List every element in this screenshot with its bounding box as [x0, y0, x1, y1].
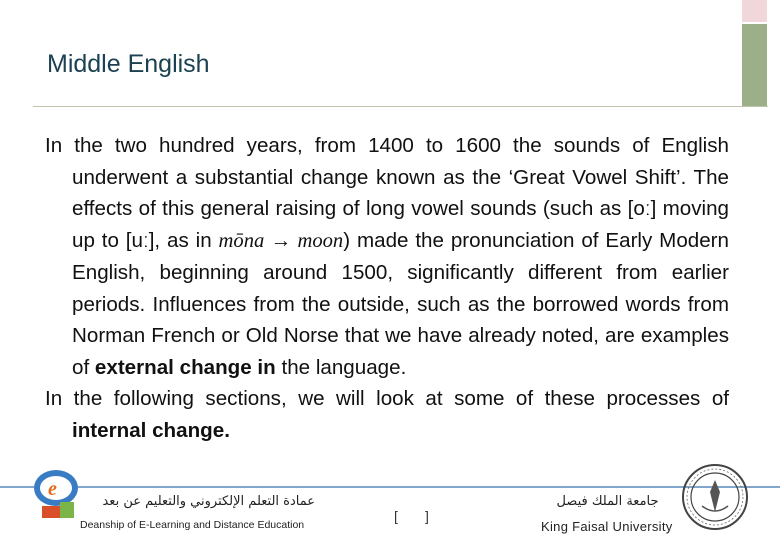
paragraph1-bold: external change in	[94, 355, 276, 379]
footer-deanship-english: Deanship of E-Learning and Distance Education	[80, 519, 305, 531]
slide-body	[45, 130, 729, 446]
footer-university-english: King Faisal University	[541, 519, 673, 534]
university-seal-icon	[680, 462, 750, 532]
top-accent-pink	[742, 0, 767, 22]
paragraph1-text-a: In the two hundred years, from 1400 to 1600 the sounds of English underwent a substantial change known as the ‘Great Vowel Shift’. The effects of this general raising of long vowel sounds (such as [oː] moving up to [uː], as in	[45, 134, 729, 252]
footer-divider	[0, 486, 780, 488]
page-number-bracket-close: ]	[425, 508, 429, 524]
footer-university-arabic: جامعة الملك فيصل	[556, 494, 659, 509]
title-divider	[33, 106, 768, 107]
slide-title: Middle English	[47, 50, 210, 78]
top-accent-green	[742, 24, 767, 107]
paragraph1-text-c: the language.	[275, 355, 407, 379]
paragraph-great-vowel-shift	[45, 130, 729, 383]
paragraph1-example: mōna → moon	[218, 229, 344, 252]
page-number-bracket-open: [	[394, 508, 398, 524]
paragraph-internal-change	[45, 383, 729, 446]
paragraph2-bold: internal change.	[72, 418, 230, 442]
paragraph1-text-b: ) made the pronunciation of Early Modern English, beginning around 1500, significantly different from earlier periods. Influences from the outside, such as the borrowed words from Norman French or Old Norse that we have already noted, are examples of	[72, 228, 729, 379]
paragraph2-text-a: In the following sections, we will look at some of these processes of	[45, 387, 729, 410]
e-learning-logo-icon	[30, 462, 84, 524]
footer-deanship-arabic: عمادة التعلم الإلكتروني والتعليم عن بعد	[102, 494, 315, 509]
svg-text:e: e	[48, 478, 57, 500]
